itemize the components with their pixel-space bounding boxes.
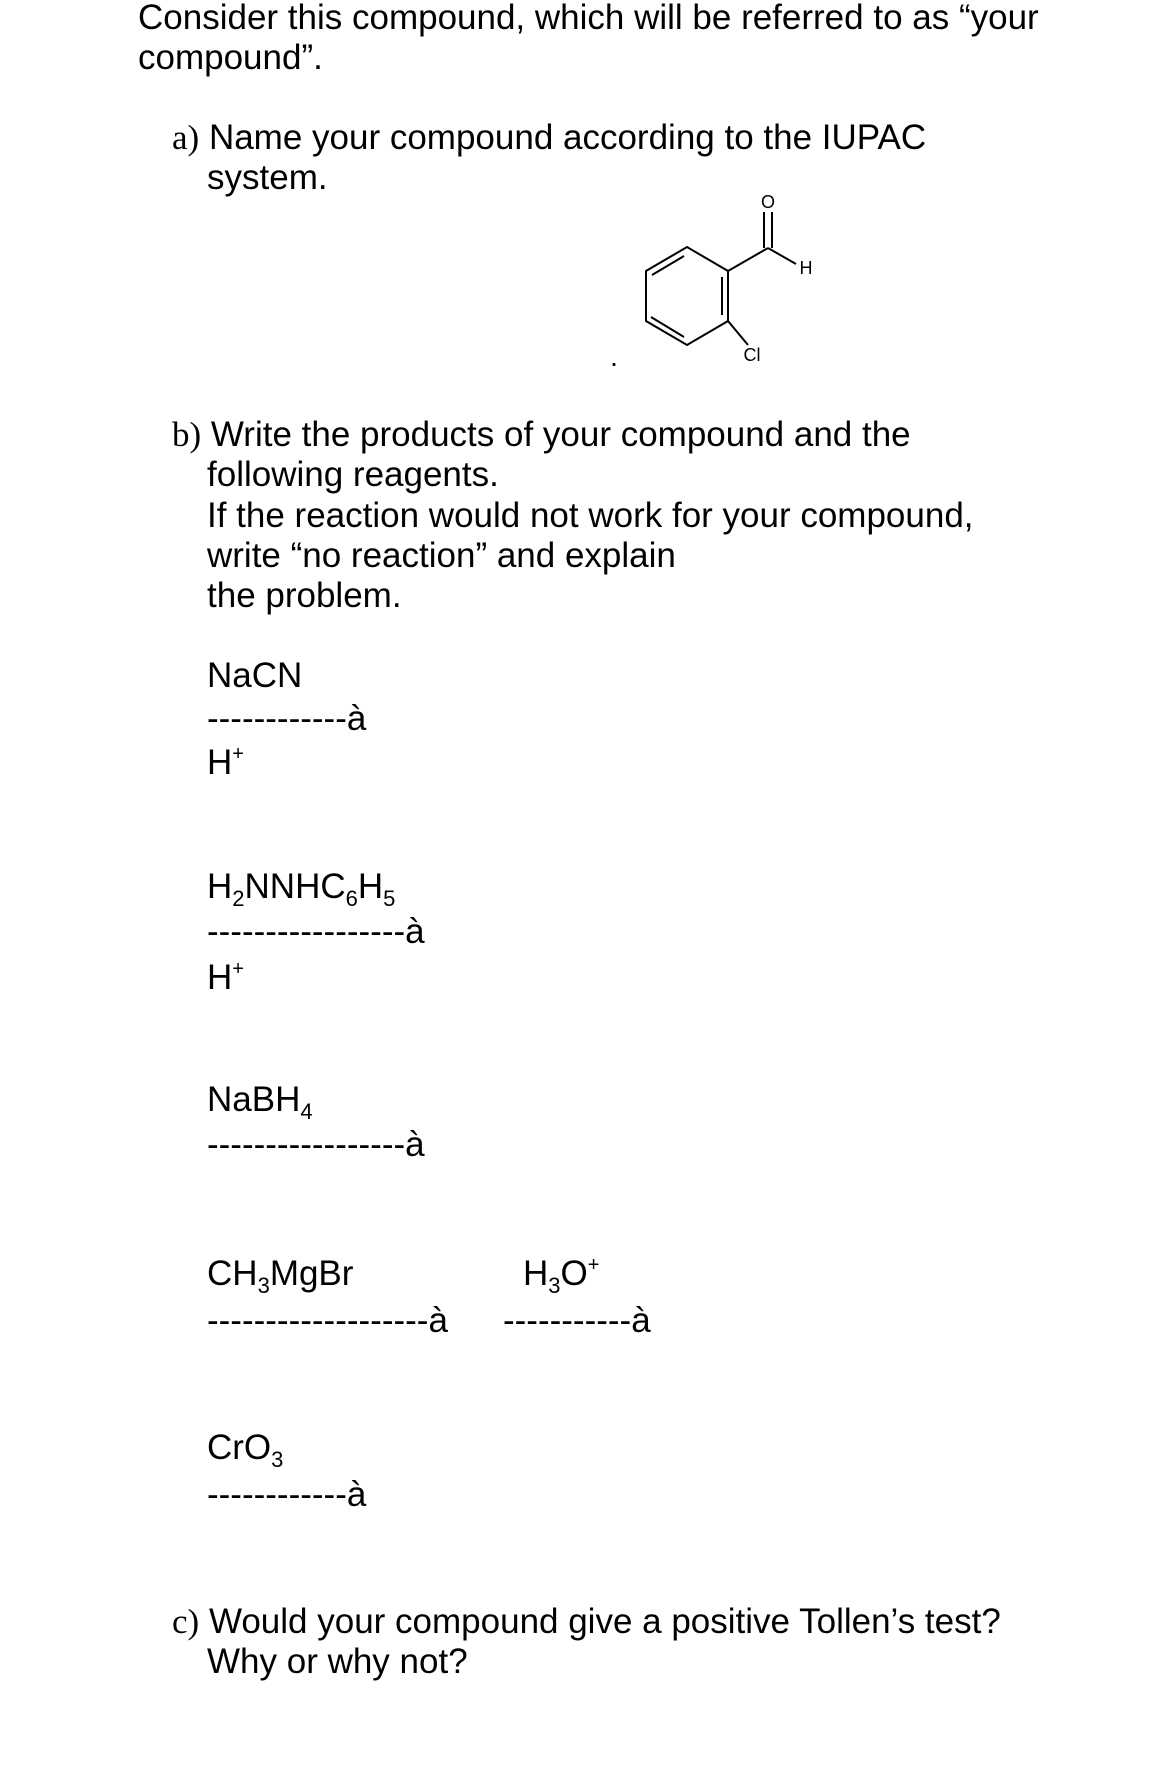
part-b-marker: b) [172, 415, 202, 454]
benzene-ring [646, 247, 728, 345]
part-b-line-1: Write the products of your compound and the [210, 415, 911, 454]
reaction-4-step2-arrow: -----------à [503, 1301, 651, 1340]
part-c-question [172, 1602, 1001, 1642]
part-c-line-1: Would your compound give a positive Tollen’s test? [208, 1602, 1001, 1641]
reaction-5-arrow: ------------à [207, 1475, 367, 1514]
reaction-4-reagent: $CH_3MgBr$ [207, 1254, 354, 1298]
compound-structure [600, 190, 840, 380]
part-a-marker: a) [172, 118, 200, 157]
atom-chlorine: Cl [743, 345, 761, 365]
intro-line-2: compound”. [138, 38, 323, 77]
reaction-1-arrow: ------------à [207, 699, 367, 738]
reaction-1-condition: H+ [207, 743, 244, 782]
atom-oxygen: O [760, 192, 776, 212]
reaction-4-arrow: -------------------à [207, 1301, 448, 1340]
reaction-5-reagent: CrO$_3$ [207, 1428, 284, 1472]
reaction-2-reagent: $H_2NNHC_6H_5$ [207, 867, 396, 911]
reaction-4-step2-reagent: $H_3O^+$ [523, 1254, 600, 1298]
intro-line-1: Consider this compound, which will be referred to as “your [138, 0, 1039, 37]
part-b-question [172, 415, 911, 455]
atom-hydrogen: H [799, 258, 813, 278]
stray-dot: . [610, 341, 618, 372]
part-c-line-2: Why or why not? [207, 1642, 468, 1681]
part-a-line-1: Name your compound according to the IUPAC [208, 118, 927, 157]
part-b-line-2: following reagents. [207, 455, 499, 494]
part-b-line-4: write “no reaction” and explain [207, 536, 676, 575]
reaction-2-arrow: -----------------à [207, 912, 425, 951]
bond-ring-cho [728, 248, 768, 271]
bond-c-h [768, 248, 796, 264]
part-a-question [172, 118, 926, 158]
reaction-2-condition: H+ [207, 958, 244, 997]
reaction-3-arrow: -----------------à [207, 1125, 425, 1164]
part-c-marker: c) [172, 1602, 200, 1641]
part-b-line-5: the problem. [207, 576, 402, 615]
reaction-1-reagent: NaCN [207, 656, 303, 695]
bond-c-cl [728, 321, 748, 345]
part-b-line-3: If the reaction would not work for your compound, [207, 496, 974, 535]
reaction-3-reagent: NaBH$_4$ [207, 1080, 313, 1124]
part-a-line-2: system. [207, 158, 328, 197]
